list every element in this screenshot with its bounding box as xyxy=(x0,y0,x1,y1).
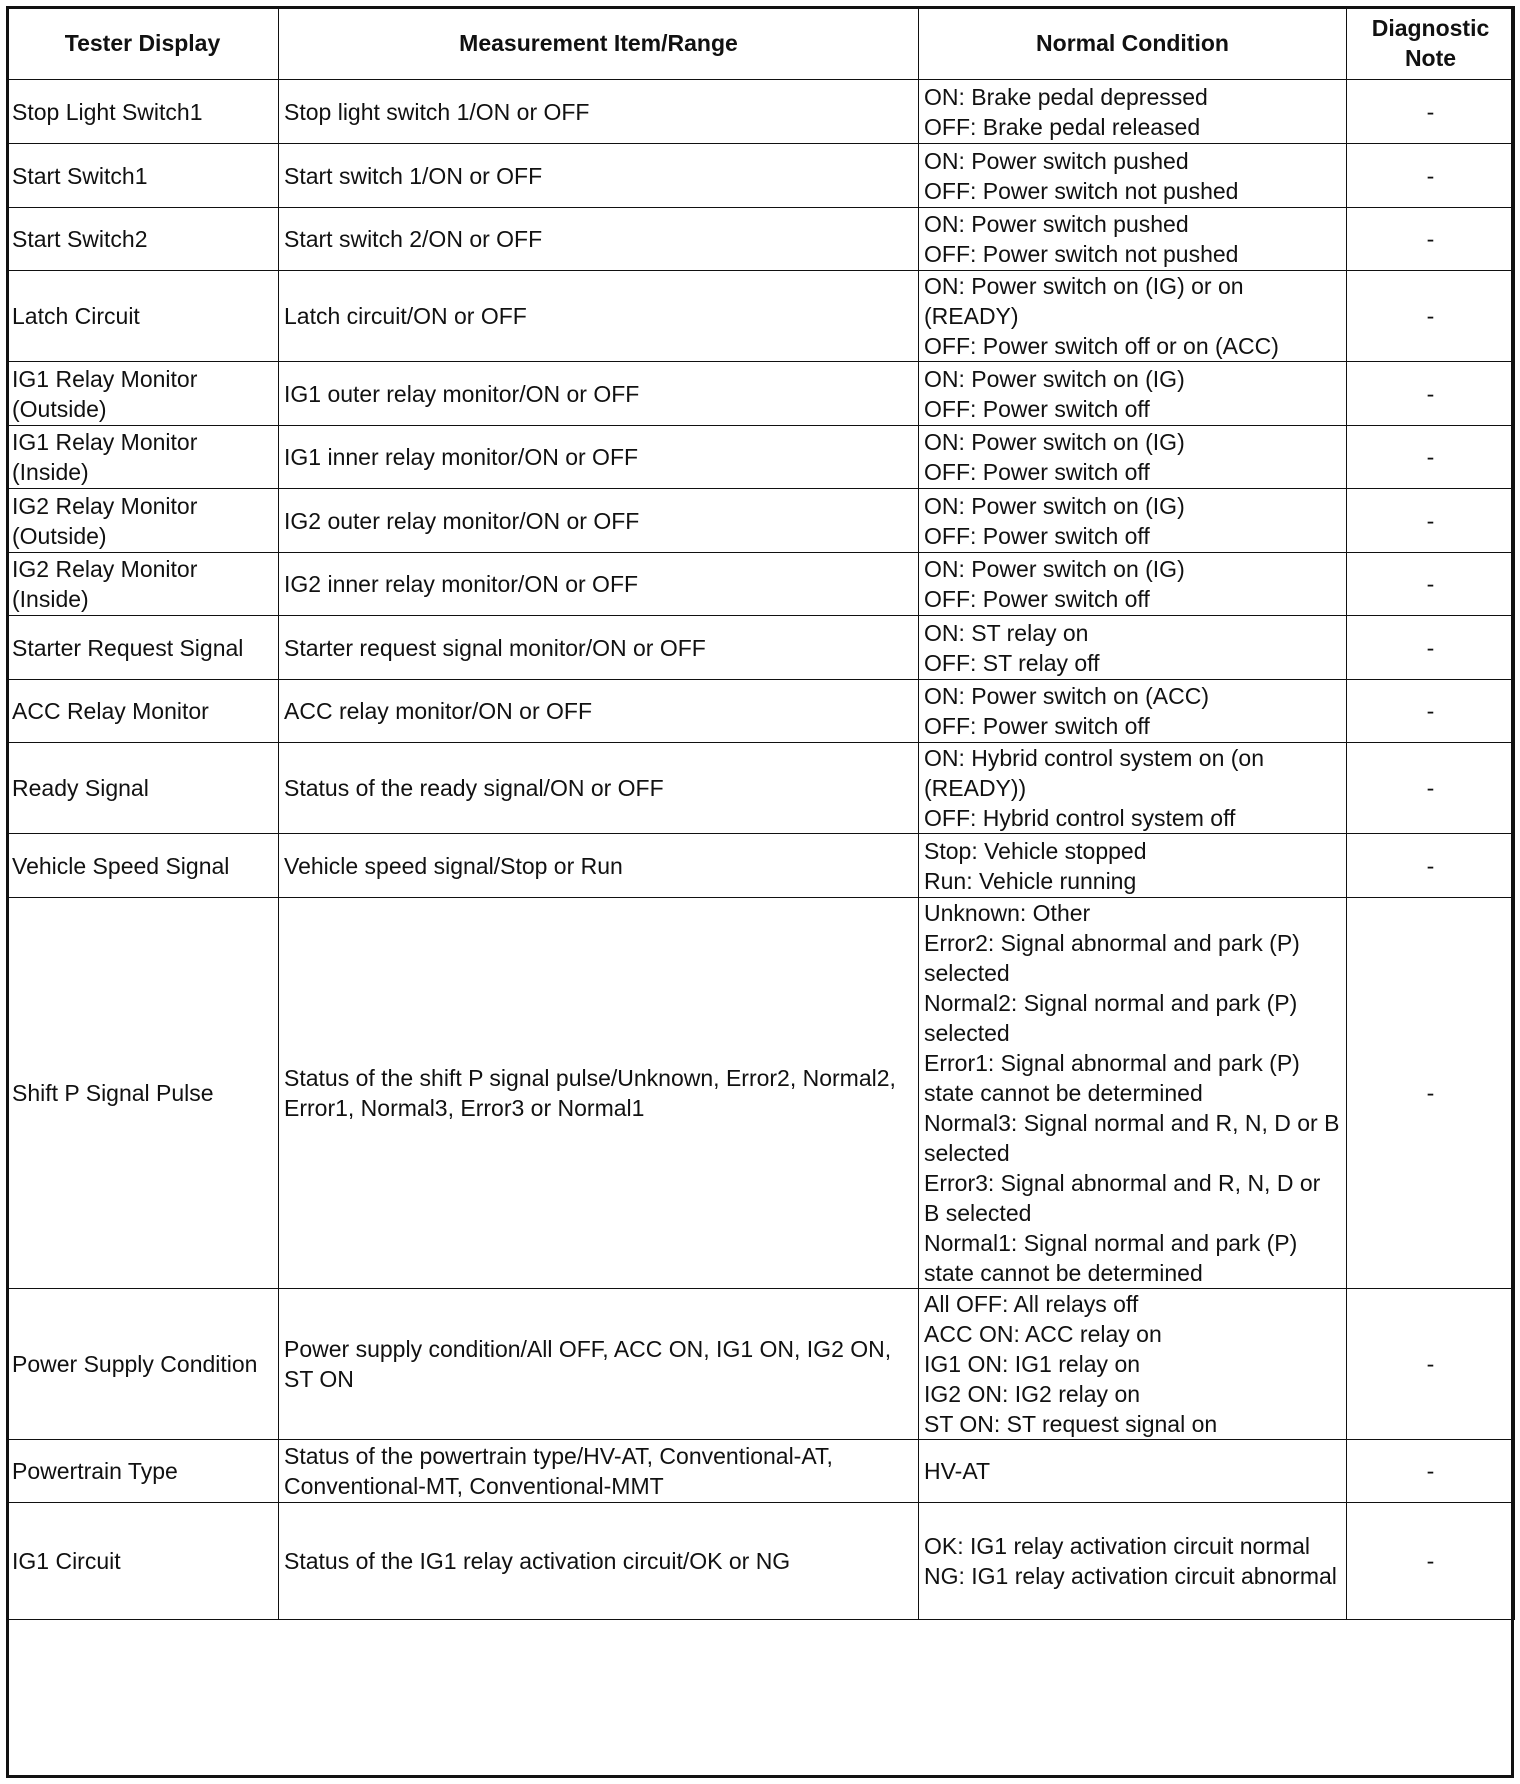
table-row xyxy=(7,834,1515,898)
condition-line: Error2: Signal abnormal and park (P) selected xyxy=(924,930,1300,986)
condition-line: IG1 ON: IG1 relay on xyxy=(924,1351,1141,1377)
condition-line: OFF: Power switch not pushed xyxy=(924,177,1239,204)
cell-tester-display: Stop Light Switch1 xyxy=(7,80,279,144)
condition-line: OFF: Power switch off xyxy=(924,522,1150,549)
cell-measurement: Power supply condition/All OFF, ACC ON, IG1 ON, IG2 ON, ST ON xyxy=(279,1289,919,1440)
table-row xyxy=(7,144,1515,208)
condition-line: ON: Power switch pushed xyxy=(924,211,1189,237)
condition-line: ON: Power switch on (IG) xyxy=(924,556,1185,582)
condition-line: OFF: Power switch off or on (ACC) xyxy=(924,333,1279,359)
cell-tester-display: ACC Relay Monitor xyxy=(7,680,279,743)
table-row xyxy=(7,489,1515,553)
cell-diagnostic-note: - xyxy=(1347,898,1515,1289)
condition-line: Stop: Vehicle stopped xyxy=(924,837,1147,864)
condition-line: ON: Power switch on (IG) xyxy=(924,492,1185,519)
condition-line: ON: Power switch on (ACC) xyxy=(924,683,1210,709)
condition-line: HV-AT xyxy=(924,1458,991,1484)
condition-line: Normal1: Signal normal and park (P) state cannot be determined xyxy=(924,1230,1298,1286)
condition-line: OFF: Hybrid control system off xyxy=(924,805,1236,831)
cell-normal-condition xyxy=(919,834,1347,898)
cell-tester-display: Ready Signal xyxy=(7,743,279,834)
cell-tester-display: Power Supply Condition xyxy=(7,1289,279,1440)
cell-diagnostic-note: - xyxy=(1347,553,1515,616)
cell-measurement: Status of the ready signal/ON or OFF xyxy=(279,743,919,834)
cell-diagnostic-note: - xyxy=(1347,271,1515,362)
condition-line: Error3: Signal abnormal and R, N, D or B selected xyxy=(924,1170,1321,1226)
cell-normal-condition xyxy=(919,616,1347,680)
header-tester-display: Tester Display xyxy=(7,7,279,80)
cell-measurement: IG1 outer relay monitor/ON or OFF xyxy=(279,362,919,426)
cell-normal-condition xyxy=(919,426,1347,489)
cell-diagnostic-note: - xyxy=(1347,208,1515,271)
cell-normal-condition xyxy=(919,1289,1347,1440)
cell-diagnostic-note: - xyxy=(1347,426,1515,489)
cell-tester-display: Starter Request Signal xyxy=(7,616,279,680)
cell-normal-condition xyxy=(919,1440,1347,1503)
table-row xyxy=(7,362,1515,426)
cell-normal-condition xyxy=(919,362,1347,426)
cell-tester-display: IG2 Relay Monitor (Inside) xyxy=(7,553,279,616)
cell-measurement: IG2 inner relay monitor/ON or OFF xyxy=(279,553,919,616)
cell-normal-condition xyxy=(919,1503,1347,1620)
condition-line: Normal2: Signal normal and park (P) selected xyxy=(924,990,1298,1046)
cell-diagnostic-note: - xyxy=(1347,834,1515,898)
cell-tester-display: Vehicle Speed Signal xyxy=(7,834,279,898)
cell-diagnostic-note: - xyxy=(1347,80,1515,144)
data-list-table xyxy=(6,6,1515,1620)
condition-line: IG2 ON: IG2 relay on xyxy=(924,1381,1141,1407)
cell-measurement: Start switch 2/ON or OFF xyxy=(279,208,919,271)
condition-line: NG: IG1 relay activation circuit abnormal xyxy=(924,1563,1337,1589)
condition-line: ON: Power switch on (IG) xyxy=(924,365,1185,392)
cell-diagnostic-note: - xyxy=(1347,616,1515,680)
cell-diagnostic-note: - xyxy=(1347,1289,1515,1440)
cell-measurement: Status of the IG1 relay activation circuit/OK or NG xyxy=(279,1503,919,1620)
condition-line: OFF: Power switch not pushed xyxy=(924,241,1239,267)
cell-tester-display: Powertrain Type xyxy=(7,1440,279,1503)
table-row xyxy=(7,1503,1515,1620)
cell-diagnostic-note: - xyxy=(1347,1503,1515,1620)
condition-line: OFF: Power switch off xyxy=(924,713,1150,739)
table-row xyxy=(7,898,1515,1289)
cell-measurement: Start switch 1/ON or OFF xyxy=(279,144,919,208)
cell-normal-condition xyxy=(919,80,1347,144)
condition-line: ON: Power switch pushed xyxy=(924,147,1189,174)
cell-diagnostic-note: - xyxy=(1347,680,1515,743)
cell-normal-condition xyxy=(919,553,1347,616)
header-measurement: Measurement Item/Range xyxy=(279,7,919,80)
cell-normal-condition xyxy=(919,489,1347,553)
condition-line: ON: ST relay on xyxy=(924,619,1089,646)
condition-line: ST ON: ST request signal on xyxy=(924,1411,1218,1437)
table-row xyxy=(7,616,1515,680)
cell-measurement: IG2 outer relay monitor/ON or OFF xyxy=(279,489,919,553)
cell-tester-display: Start Switch1 xyxy=(7,144,279,208)
cell-diagnostic-note: - xyxy=(1347,743,1515,834)
cell-tester-display: IG2 Relay Monitor (Outside) xyxy=(7,489,279,553)
cell-normal-condition xyxy=(919,680,1347,743)
table-row xyxy=(7,680,1515,743)
cell-measurement: ACC relay monitor/ON or OFF xyxy=(279,680,919,743)
cell-normal-condition xyxy=(919,208,1347,271)
cell-measurement: IG1 inner relay monitor/ON or OFF xyxy=(279,426,919,489)
cell-measurement: Status of the shift P signal pulse/Unknown, Error2, Normal2, Error1, Normal3, Error3 or Normal1 xyxy=(279,898,919,1289)
condition-line: OFF: ST relay off xyxy=(924,649,1100,676)
cell-tester-display: Latch Circuit xyxy=(7,271,279,362)
condition-line: ON: Brake pedal depressed xyxy=(924,83,1208,110)
condition-line: All OFF: All relays off xyxy=(924,1291,1139,1317)
condition-line: Run: Vehicle running xyxy=(924,867,1137,894)
cell-measurement: Starter request signal monitor/ON or OFF xyxy=(279,616,919,680)
condition-line: ON: Power switch on (IG) or on (READY) xyxy=(924,273,1244,329)
cell-normal-condition xyxy=(919,898,1347,1289)
table-row xyxy=(7,1289,1515,1440)
condition-line: ON: Power switch on (IG) xyxy=(924,429,1185,455)
cell-normal-condition xyxy=(919,144,1347,208)
table-row xyxy=(7,553,1515,616)
table-row xyxy=(7,80,1515,144)
condition-line: OFF: Power switch off xyxy=(924,586,1150,612)
cell-tester-display: IG1 Relay Monitor (Inside) xyxy=(7,426,279,489)
cell-measurement: Status of the powertrain type/HV-AT, Conventional-AT, Conventional-MT, Conventional-MMT xyxy=(279,1440,919,1503)
table-row xyxy=(7,208,1515,271)
cell-measurement: Vehicle speed signal/Stop or Run xyxy=(279,834,919,898)
condition-line: ACC ON: ACC relay on xyxy=(924,1321,1162,1347)
table-row xyxy=(7,1440,1515,1503)
condition-line: OFF: Brake pedal released xyxy=(924,113,1201,140)
cell-diagnostic-note: - xyxy=(1347,1440,1515,1503)
cell-tester-display: Start Switch2 xyxy=(7,208,279,271)
header-diagnostic-note: Diagnostic Note xyxy=(1347,7,1515,80)
cell-diagnostic-note: - xyxy=(1347,489,1515,553)
cell-measurement: Latch circuit/ON or OFF xyxy=(279,271,919,362)
condition-line: ON: Hybrid control system on (on (READY)) xyxy=(924,745,1265,801)
table-row xyxy=(7,426,1515,489)
cell-tester-display: Shift P Signal Pulse xyxy=(7,898,279,1289)
cell-tester-display: IG1 Relay Monitor (Outside) xyxy=(7,362,279,426)
condition-line: OFF: Power switch off xyxy=(924,459,1150,485)
cell-diagnostic-note: - xyxy=(1347,144,1515,208)
condition-line: Error1: Signal abnormal and park (P) state cannot be determined xyxy=(924,1050,1300,1106)
cell-diagnostic-note: - xyxy=(1347,362,1515,426)
condition-line: OFF: Power switch off xyxy=(924,395,1150,422)
table-row xyxy=(7,743,1515,834)
cell-tester-display: IG1 Circuit xyxy=(7,1503,279,1620)
cell-normal-condition xyxy=(919,271,1347,362)
header-row xyxy=(7,7,1515,80)
cell-measurement: Stop light switch 1/ON or OFF xyxy=(279,80,919,144)
header-normal-condition: Normal Condition xyxy=(919,7,1347,80)
condition-line: Normal3: Signal normal and R, N, D or B selected xyxy=(924,1110,1340,1166)
cell-normal-condition xyxy=(919,743,1347,834)
condition-line: Unknown: Other xyxy=(924,900,1091,926)
table-row xyxy=(7,271,1515,362)
condition-line: OK: IG1 relay activation circuit normal xyxy=(924,1533,1311,1559)
